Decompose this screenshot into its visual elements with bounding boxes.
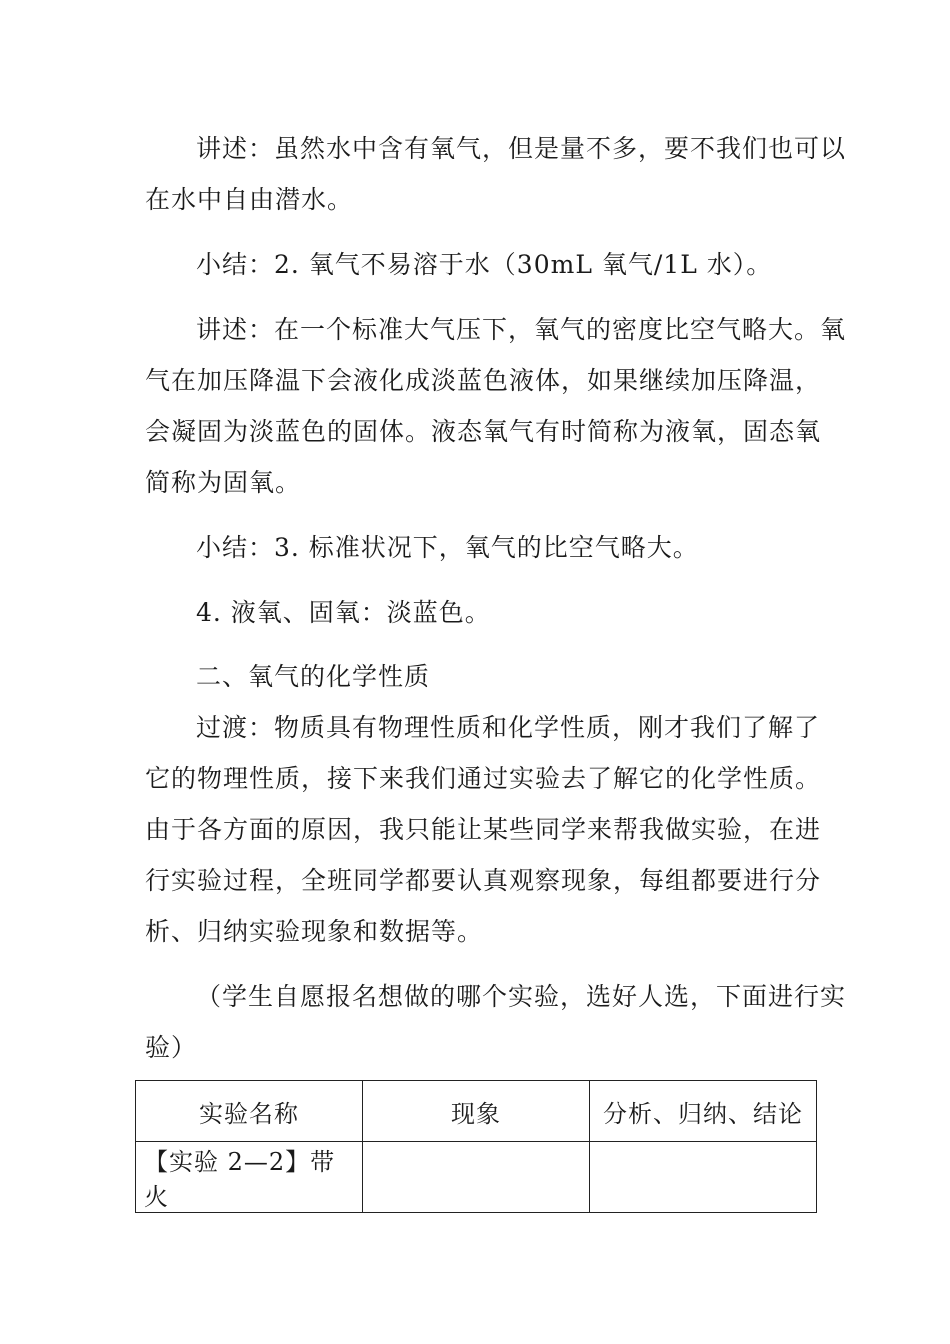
paragraph-summary-2: 小结：2. 氧气不易溶于水（30mL 氧气/1L 水）。 xyxy=(196,250,773,279)
paragraph-narration-1-line-2: 在水中自由潜水。 xyxy=(145,185,354,214)
table-cell-analysis xyxy=(590,1142,817,1213)
paragraph-narration-2-line-4: 简称为固氧。 xyxy=(145,468,302,497)
paragraph-summary-3: 小结：3. 标准状况下，氧气的比空气略大。 xyxy=(196,533,699,562)
paragraph-note-line-1: （学生自愿报名想做的哪个实验，选好人选，下面进行实 xyxy=(196,982,847,1011)
experiment-table xyxy=(135,1080,817,1213)
paragraph-transition-line-4: 行实验过程，全班同学都要认真观察现象，每组都要进行分 xyxy=(145,866,822,895)
paragraph-transition-line-3: 由于各方面的原因，我只能让某些同学来帮我做实验，在进 xyxy=(145,815,822,844)
table-row xyxy=(136,1142,817,1213)
paragraph-narration-2-line-1: 讲述：在一个标准大气压下，氧气的密度比空气略大。氧 xyxy=(196,315,847,344)
paragraph-narration-2-line-3: 会凝固为淡蓝色的固体。液态氧气有时简称为液氧，固态氧 xyxy=(145,417,822,446)
table-header-analysis: 分析、归纳、结论 xyxy=(590,1081,817,1142)
table-cell-experiment-name: 【实验 2—2】带火 xyxy=(136,1142,363,1213)
paragraph-transition-line-1: 过渡：物质具有物理性质和化学性质，刚才我们了解了 xyxy=(196,713,821,742)
table-cell-phenomenon xyxy=(363,1142,590,1213)
table-header-experiment-name: 实验名称 xyxy=(136,1081,363,1142)
paragraph-transition-line-2: 它的物理性质，接下来我们通过实验去了解它的化学性质。 xyxy=(145,764,822,793)
table-header-phenomenon: 现象 xyxy=(363,1081,590,1142)
paragraph-narration-2-line-2: 气在加压降温下会液化成淡蓝色液体，如果继续加压降温， xyxy=(145,366,822,395)
paragraph-note-line-2: 验） xyxy=(145,1033,198,1062)
paragraph-narration-1-line-1: 讲述：虽然水中含有氧气，但是量不多，要不我们也可以 xyxy=(196,134,847,163)
paragraph-summary-4: 4. 液氧、固氧：淡蓝色。 xyxy=(196,598,491,627)
paragraph-transition-line-5: 析、归纳实验现象和数据等。 xyxy=(145,917,484,946)
section-heading-chemical-properties: 二、氧气的化学性质 xyxy=(196,662,431,691)
table-header-row xyxy=(136,1081,817,1142)
